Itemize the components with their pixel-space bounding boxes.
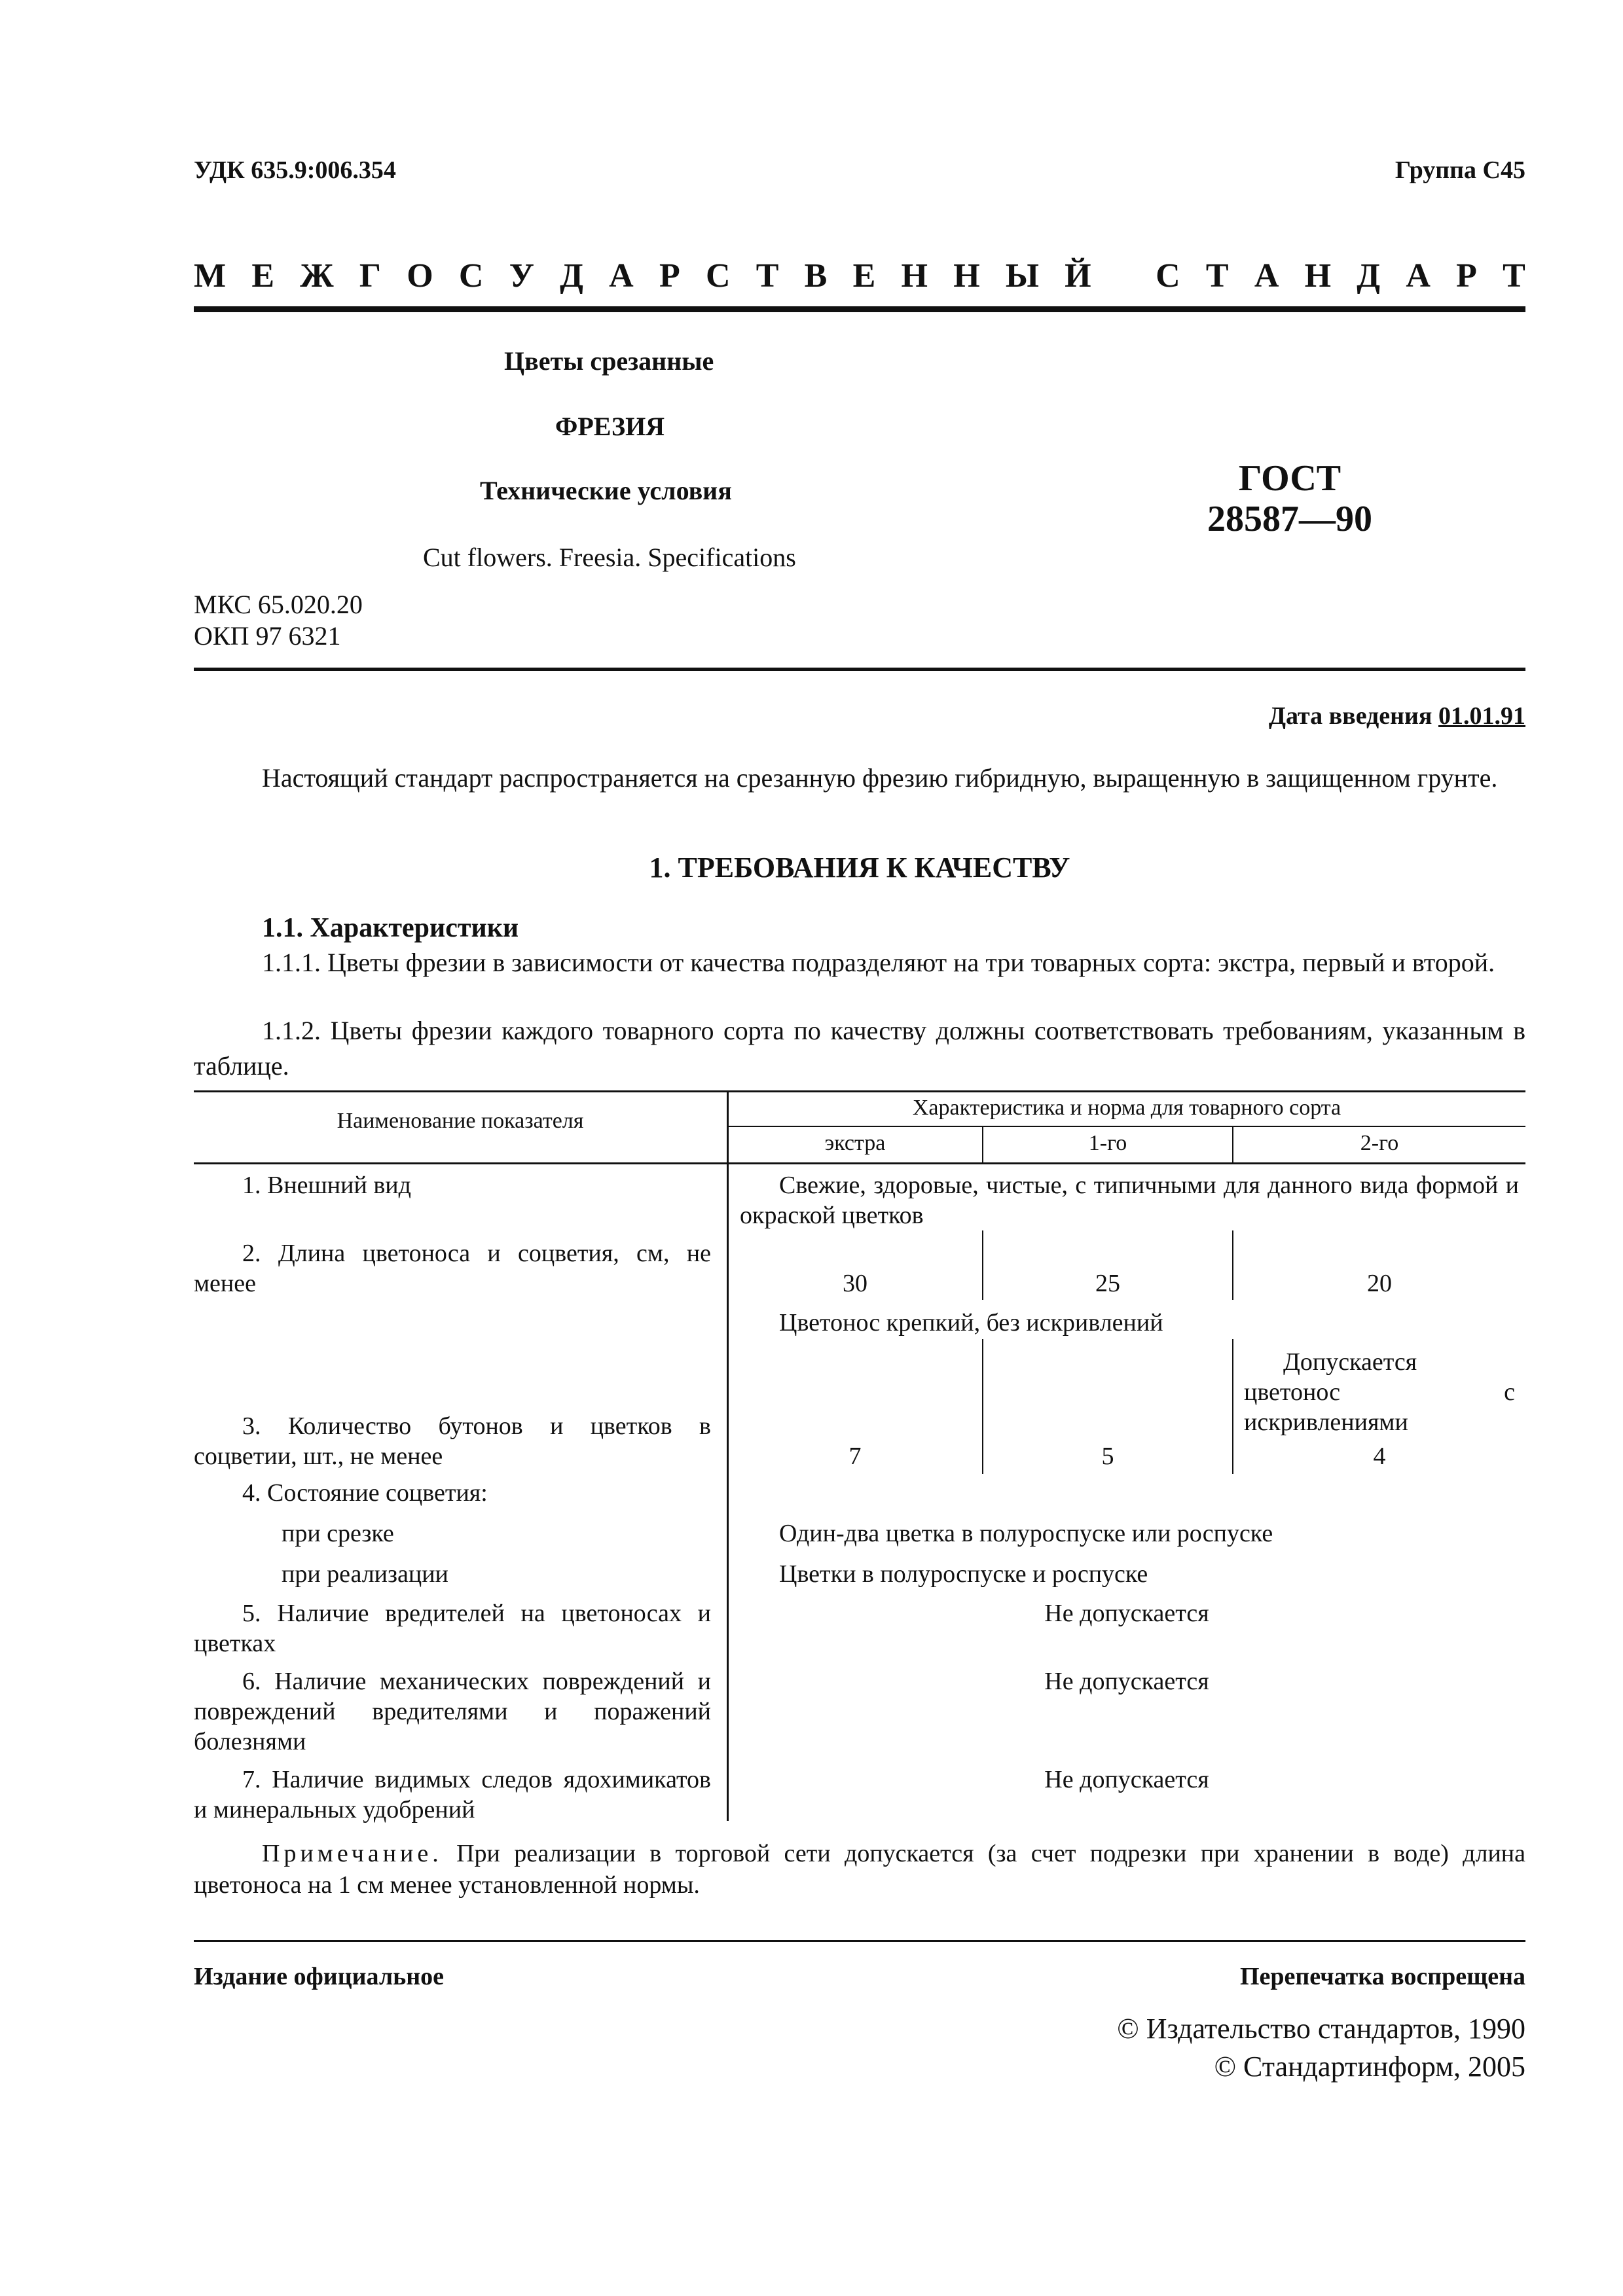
intro-date-value: 01.01.91 — [1438, 702, 1525, 730]
row4a-name: при срезке — [282, 1520, 394, 1547]
table-note — [194, 1838, 1525, 1901]
okp-code: ОКП 97 6321 — [194, 621, 341, 651]
header-rule — [194, 306, 1525, 312]
interstate-letter: Е — [251, 257, 275, 295]
row3-name: 3. Количество бутонов и цветков в соцветии, шт., не менее — [194, 1412, 711, 1470]
gost-number — [1198, 458, 1381, 539]
interstate-letter: Н — [901, 257, 928, 295]
interstate-letter: Д — [1357, 257, 1381, 295]
interstate-letter: С — [1156, 257, 1180, 295]
col-group-header: Характеристика и норма для товарного сорта — [912, 1096, 1341, 1120]
interstate-letter: А — [609, 257, 634, 295]
interstate-letter: Р — [1456, 257, 1477, 295]
row6-name: 6. Наличие механических повреждений и повреждений вредителями и поражений болезнями — [194, 1668, 711, 1755]
table-header-bottom-line — [194, 1162, 1525, 1164]
interstate-letter: Т — [1503, 257, 1525, 295]
row1-value: Свежие, здоровые, чистые, с типичными для данного вида формой и окраской цветков — [740, 1172, 1519, 1229]
row5-value: Не допускается — [1044, 1600, 1209, 1627]
intro-date-label: Дата введения — [1268, 702, 1432, 730]
row4b-name: при реализации — [282, 1560, 448, 1588]
note-text: При реализации в торговой сети допускается (за счет подрезки при хранении в воде) длина цветоноса на 1 см менее установленной нормы. — [194, 1840, 1526, 1899]
row3-extra: 7 — [848, 1443, 862, 1470]
interstate-letter: Д — [560, 257, 583, 295]
udk-code: УДК 635.9:006.354 — [194, 156, 396, 184]
interstate-standard-heading — [194, 257, 1525, 295]
interstate-word-gap — [1117, 257, 1130, 295]
interstate-letter: М — [194, 257, 227, 295]
copyright-line2: © Стандартинформ, 2005 — [1214, 2051, 1525, 2083]
copyright-line1: © Издательство стандартов, 1990 — [1117, 2013, 1525, 2045]
row5-name: 5. Наличие вредителей на цветоносах и цветках — [194, 1600, 711, 1657]
gost-label: ГОСТ — [1238, 458, 1341, 499]
row2-name: 2. Длина цветоноса и соцветия, см, не менее — [194, 1240, 711, 1297]
row2-extra: 30 — [843, 1270, 867, 1297]
interstate-letter: Г — [359, 257, 381, 295]
col-second-header: 2-го — [1360, 1131, 1399, 1155]
interstate-letter: У — [509, 257, 534, 295]
row3-second: 4 — [1373, 1443, 1386, 1470]
row3-first: 5 — [1101, 1443, 1114, 1470]
col-name-header: Наименование показателя — [337, 1109, 584, 1133]
row7-name: 7. Наличие видимых следов ядохимикатов и минеральных удобрений — [194, 1766, 711, 1823]
interstate-letter: Н — [953, 257, 980, 295]
row7-value: Не допускается — [1044, 1766, 1209, 1793]
row2-first: 25 — [1095, 1270, 1120, 1297]
reprint-prohibited: Перепечатка воспрещена — [1239, 1963, 1525, 1990]
row2-common-note: Цветонос крепкий, без искривлений — [779, 1309, 1163, 1336]
mks-code: МКС 65.020.20 — [194, 590, 363, 619]
paragraph-1-1-1: 1.1.1. Цветы фрезии в зависимости от качества подразделяют на три товарных сорта: экстра, первый и второй. — [262, 948, 1495, 977]
interstate-letter: Н — [1304, 257, 1332, 295]
section-heading: 1. ТРЕБОВАНИЯ К КАЧЕСТВУ — [649, 852, 1070, 884]
group-code: Группа С45 — [1395, 156, 1525, 184]
interstate-letter: Е — [852, 257, 876, 295]
interstate-letter: С — [458, 257, 484, 295]
official-edition: Издание официальное — [194, 1963, 445, 1990]
table-top-line — [194, 1090, 1525, 1092]
interstate-letter: Т — [756, 257, 779, 295]
interstate-letter: Т — [1205, 257, 1229, 295]
col-first-header: 1-го — [1088, 1131, 1127, 1155]
row2-second-note: Допускается цветонос с искривлениями — [1244, 1348, 1515, 1436]
english-title: Cut flowers. Freesia. Specifications — [423, 543, 796, 572]
row4b-value: Цветки в полуроспуске и роспуске — [779, 1560, 1148, 1588]
title-rule — [194, 668, 1525, 671]
col-extra-header: экстра — [824, 1131, 886, 1155]
row4a-value: Один-два цветка в полуроспуске или роспуске — [779, 1520, 1273, 1547]
interstate-letter: А — [1406, 257, 1431, 295]
interstate-letter: С — [705, 257, 731, 295]
intro-date — [1269, 702, 1525, 730]
note-label: Примечание. — [262, 1840, 443, 1867]
row6-value: Не допускается — [1044, 1668, 1209, 1695]
title-line1: Цветы срезанные — [504, 346, 714, 376]
table-header-mid-line — [728, 1126, 1525, 1127]
interstate-letter: Й — [1065, 257, 1091, 295]
paragraph-1-1-2: 1.1.2. Цветы фрезии каждого товарного сорта по качеству должны соответствовать требованиям, указанным в таблице. — [194, 1016, 1525, 1081]
row1-name: 1. Внешний вид — [242, 1172, 411, 1199]
subsection-heading: 1.1. Характеристики — [262, 913, 519, 943]
footer-rule — [194, 1940, 1525, 1942]
interstate-letter: Р — [659, 257, 680, 295]
interstate-letter: В — [804, 257, 828, 295]
title-line2: ФРЕЗИЯ — [555, 412, 665, 441]
row4-name: 4. Состояние соцветия: — [242, 1479, 488, 1507]
scope-paragraph: Настоящий стандарт распространяется на срезанную фрезию гибридную, выращенную в защищенном грунте. — [262, 763, 1498, 793]
title-line3: Технические условия — [480, 476, 732, 505]
row2-second: 20 — [1367, 1270, 1392, 1297]
interstate-letter: Ы — [1005, 257, 1039, 295]
interstate-letter: Ж — [300, 257, 334, 295]
interstate-letter: О — [407, 257, 433, 295]
gost-code: 28587—90 — [1207, 499, 1372, 539]
interstate-letter: А — [1254, 257, 1279, 295]
